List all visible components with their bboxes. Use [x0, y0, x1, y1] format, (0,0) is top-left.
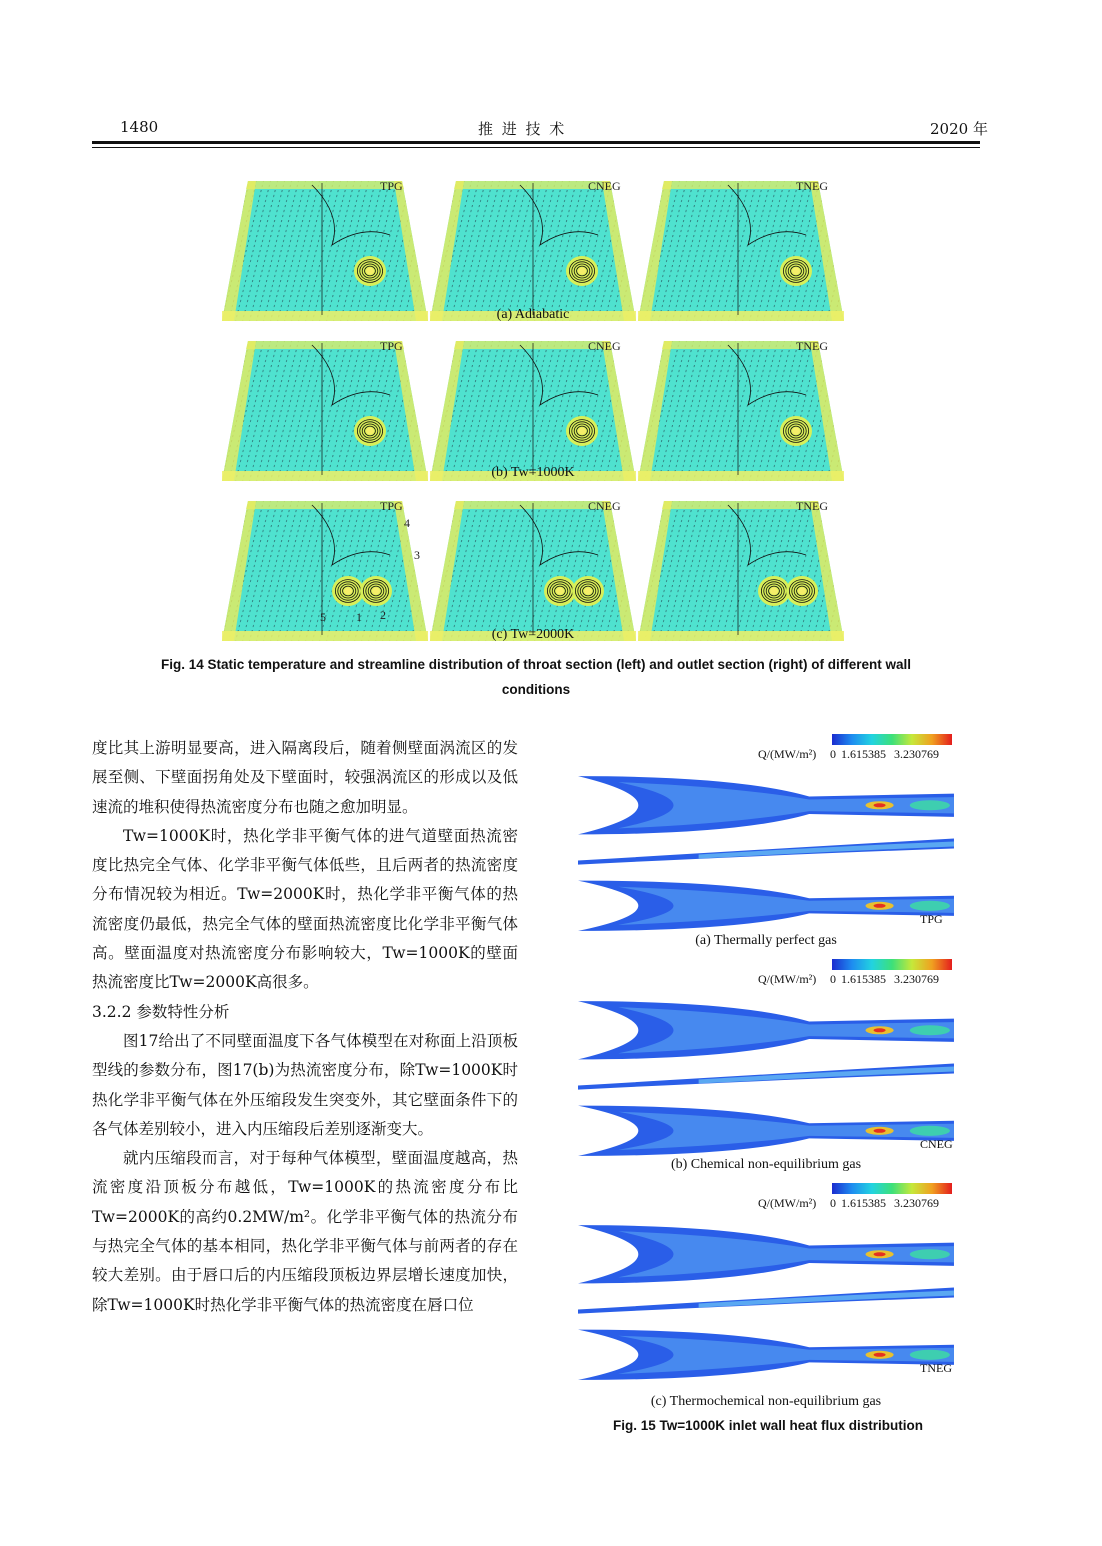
point-label: 4 [404, 516, 410, 530]
paragraph-4: 就内压缩段而言，对于每种气体模型，壁面温度越高，热流密度沿顶板分布越低，Tw=1000K的热流密度分布比Tw=2000K的高约0.2MW/m²。化学非平衡气体的热流分布与热完全气体的基本相同，热化学非平衡气体与前两者的存在较大差别。由于唇口后的内压缩段顶板边界层增长速度加快，除Tw=1000K时热化学非平衡气体的热流密度在唇口位 [92, 1149, 518, 1314]
gas-model-label: TNEG [796, 499, 828, 513]
header-rule [92, 141, 980, 144]
legend-tick: 0 [830, 747, 836, 761]
legend-tick: 0 [830, 1196, 836, 1210]
temperature-streamline-panel [222, 335, 428, 481]
gas-model-label: CNEG [588, 499, 621, 513]
header-rule-thin [92, 147, 980, 148]
page-number: 1480 [120, 118, 159, 136]
point-label: 2 [380, 608, 386, 622]
section-heading: 3.2.2 参数特性分析 [92, 1002, 230, 1021]
temperature-streamline-panel [222, 175, 428, 321]
legend-tick: 3.230769 [894, 747, 939, 761]
gas-model-label: TNEG [796, 179, 828, 193]
subfigure-caption: (c) Thermochemical non-equilibrium gas [650, 1394, 882, 1409]
point-label: 3 [414, 548, 420, 562]
gas-model-label: TPG [380, 179, 403, 193]
legend-tick: 3.230769 [894, 972, 939, 986]
legend-tick: 1.615385 [841, 972, 886, 986]
temperature-streamline-panel [638, 495, 844, 641]
gas-model-label: CNEG [920, 1137, 953, 1151]
subfigure-caption: (b) Chemical non-equilibrium gas [670, 1157, 862, 1172]
subfigure-caption: (c) Tw=2000K [491, 627, 575, 642]
colorbar [832, 734, 952, 745]
legend-title: Q/(MW/m²) [758, 747, 817, 761]
gas-model-label: CNEG [588, 179, 621, 193]
heat-flux-contour [578, 754, 954, 920]
heat-flux-panel [578, 1181, 954, 1377]
figure-14-caption: Fig. 14 Static temperature and streamline distribution of throat section (left) and outlet section (right) of different wall [160, 657, 912, 672]
gas-model-label: TPG [380, 339, 403, 353]
temperature-streamline-panel [638, 335, 844, 481]
paragraph-1: 度比其上游明显要高，进入隔离段后，随着侧壁面涡流区的发展至侧、下壁面拐角处及下壁面时，较强涡流区的形成以及低速流的堆积使得热流密度分布也随之愈加明显。 [92, 739, 518, 816]
subfigure-caption: (a) Adiabatic [496, 307, 570, 322]
gas-model-label: TPG [920, 912, 943, 926]
figure-15-caption: Fig. 15 Tw=1000K inlet wall heat flux distribution [613, 1418, 923, 1433]
legend-tick: 3.230769 [894, 1196, 939, 1210]
legend-title: Q/(MW/m²) [758, 1196, 817, 1210]
subfigure-caption: (b) Tw=1000K [491, 465, 575, 480]
legend-tick: 1.615385 [841, 1196, 886, 1210]
heat-flux-panel [578, 732, 954, 928]
body-column [92, 734, 518, 1320]
colorbar [832, 959, 952, 970]
heat-flux-panel [578, 957, 954, 1153]
paragraph-3: 图17给出了不同壁面温度下各气体模型在对称面上沿顶板型线的参数分布，图17(b)为热流密度分布，除Tw=1000K时热化学非平衡气体在外压缩段发生突变外，其它壁面条件下的各气体差别较小，进入内压缩段后差别逐渐变大。 [92, 1031, 518, 1138]
heat-flux-contour [578, 979, 954, 1145]
temperature-streamline-panel [638, 175, 844, 321]
gas-model-label: TPG [380, 499, 403, 513]
legend-tick: 0 [830, 972, 836, 986]
paragraph-2: Tw=1000K时，热化学非平衡气体的进气道壁面热流密度比热完全气体、化学非平衡气体低些，且后两者的热流密度分布情况较为相近。Tw=2000K时，热化学非平衡气体的热流密度仍最低，热完全气体的壁面热流密度比化学非平衡气体高。壁面温度对热流密度分布影响较大，Tw=1000K的壁面热流密度比Tw=2000K高很多。 [92, 826, 518, 992]
gas-model-label: CNEG [588, 339, 621, 353]
gas-model-label: TNEG [796, 339, 828, 353]
heat-flux-contour [578, 1203, 954, 1369]
journal-title: 推 进 技 术 [478, 120, 567, 138]
temperature-streamline-panel [430, 495, 636, 641]
year-label: 2020 年 [930, 120, 988, 138]
colorbar [832, 1183, 952, 1194]
temperature-streamline-panel [430, 335, 636, 481]
point-label: 5 [320, 610, 326, 624]
temperature-streamline-panel [430, 175, 636, 321]
figure-14-caption-line2: conditions [501, 682, 571, 697]
legend-tick: 1.615385 [841, 747, 886, 761]
legend-title: Q/(MW/m²) [758, 972, 817, 986]
gas-model-label: TNEG [920, 1361, 952, 1375]
point-label: 1 [356, 610, 362, 624]
subfigure-caption: (a) Thermally perfect gas [695, 933, 837, 948]
